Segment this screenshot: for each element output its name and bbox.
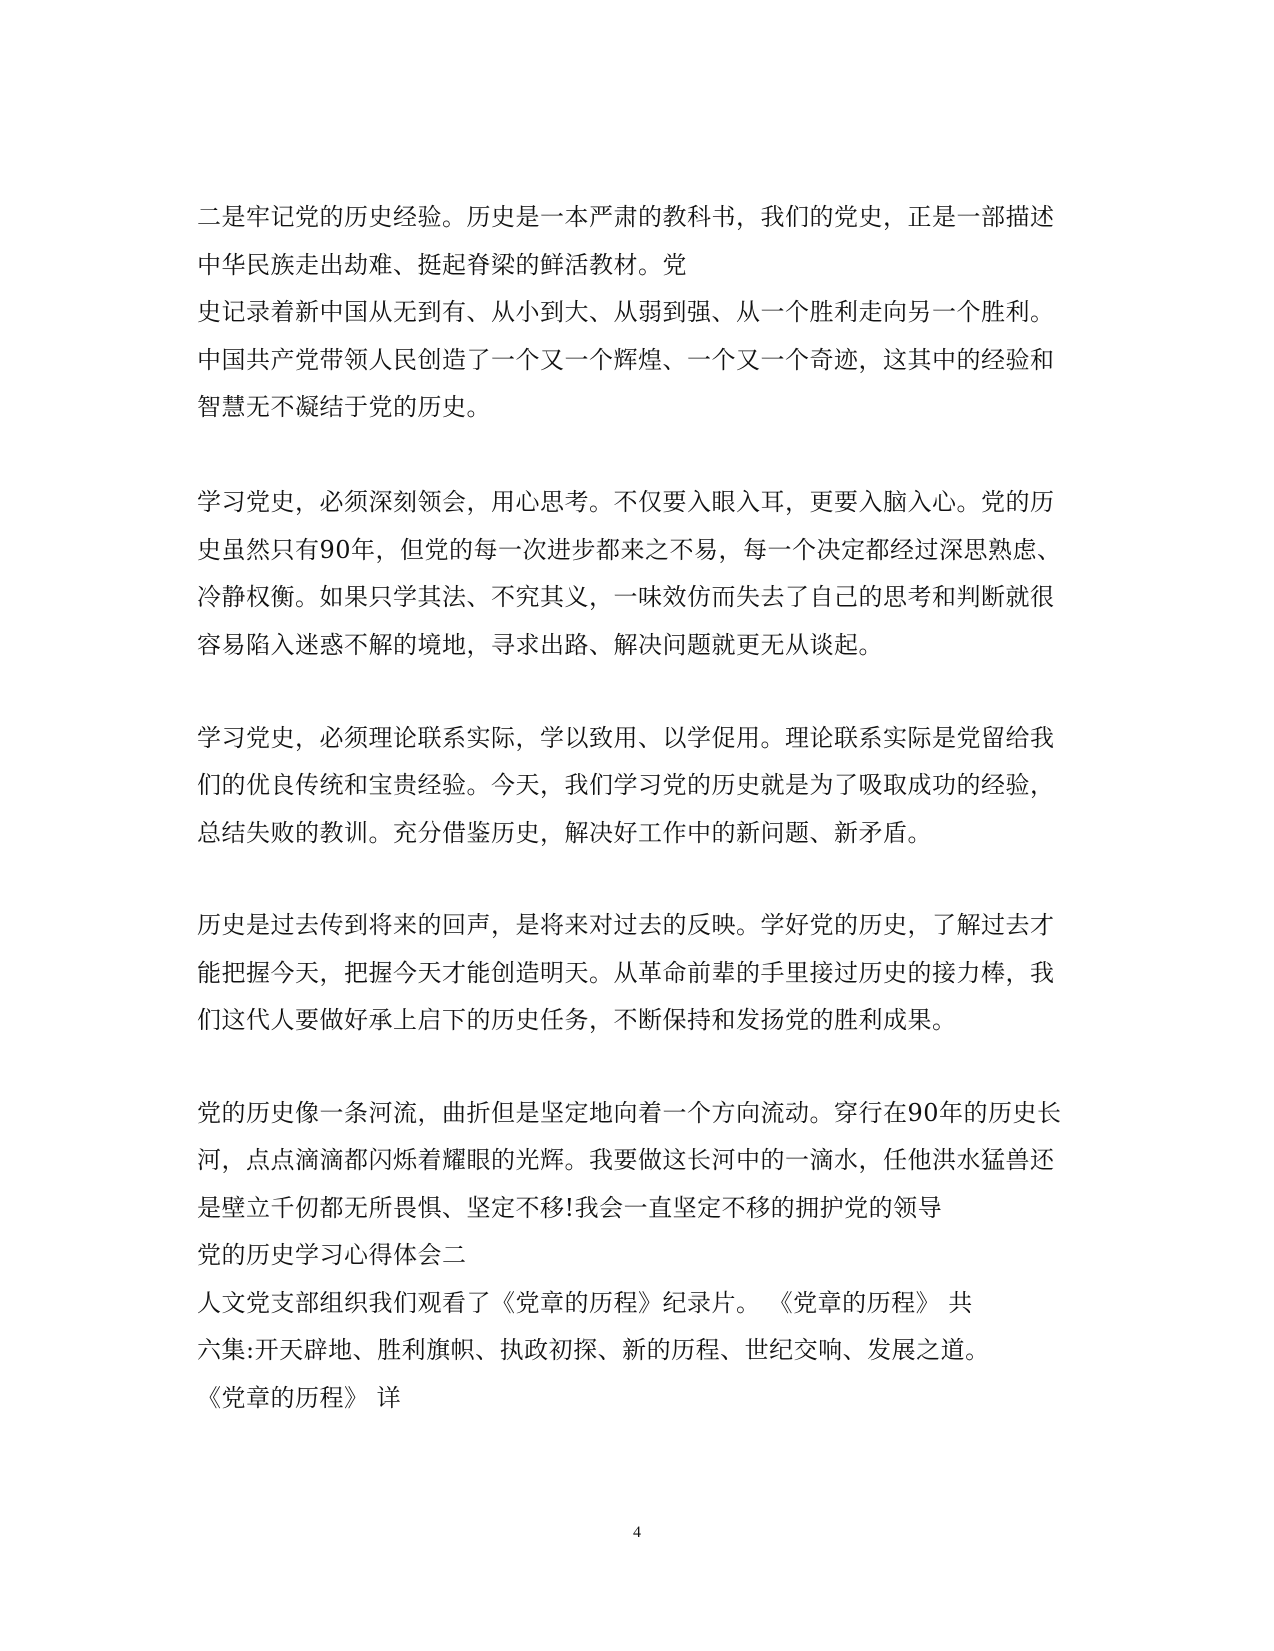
text-line: 党的历史像一条河流，曲折但是坚定地向着一个方向流动。穿行在90年的历史长 — [197, 1099, 1062, 1127]
text-line: 们的优良传统和宝贵经验。今天，我们学习党的历史就是为了吸取成功的经验， — [197, 771, 1055, 799]
text-line: 中华民族走出劫难、挺起脊梁的鲜活教材。党 — [197, 251, 687, 279]
text-line: 学习党史，必须深刻领会，用心思考。不仅要入眼入耳，更要入脑入心。党的历 — [197, 488, 1055, 516]
text-line: 人文党支部组织我们观看了《党章的历程》纪录片。 《党章的历程》 共 — [197, 1289, 973, 1317]
section-heading: 党的历史学习心得体会二 — [197, 1241, 467, 1269]
text-line: 六集:开天辟地、胜利旗帜、执政初探、新的历程、世纪交响、发展之道。 — [197, 1336, 990, 1364]
text-line: 史虽然只有90年，但党的每一次进步都来之不易，每一个决定都经过深思熟虑、 — [197, 536, 1062, 564]
page-number: 4 — [633, 1524, 641, 1541]
text-line: 们这代人要做好承上启下的历史任务，不断保持和发扬党的胜利成果。 — [197, 1006, 957, 1034]
text-line: 总结失败的教训。充分借鉴历史，解决好工作中的新问题、新矛盾。 — [197, 819, 932, 847]
text-line: 冷静权衡。如果只学其法、不究其义，一味效仿而失去了自己的思考和判断就很 — [197, 583, 1055, 611]
text-line: 历史是过去传到将来的回声，是将来对过去的反映。学好党的历史，了解过去才 — [197, 911, 1055, 939]
text-line: 是壁立千仞都无所畏惧、坚定不移!我会一直坚定不移的拥护党的领导 — [197, 1194, 943, 1222]
text-line: 中国共产党带领人民创造了一个又一个辉煌、一个又一个奇迹，这其中的经验和 — [197, 346, 1055, 374]
text-line: 《党章的历程》 详 — [197, 1384, 402, 1412]
text-line: 河，点点滴滴都闪烁着耀眼的光辉。我要做这长河中的一滴水，任他洪水猛兽还 — [197, 1146, 1055, 1174]
text-line: 学习党史，必须理论联系实际，学以致用、以学促用。理论联系实际是党留给我 — [197, 724, 1055, 752]
text-line: 容易陷入迷惑不解的境地，寻求出路、解决问题就更无从谈起。 — [197, 631, 883, 659]
text-line: 智慧无不凝结于党的历史。 — [197, 393, 491, 421]
text-line: 二是牢记党的历史经验。历史是一本严肃的教科书，我们的党史，正是一部描述 — [197, 203, 1055, 231]
text-line: 能把握今天，把握今天才能创造明天。从革命前辈的手里接过历史的接力棒，我 — [197, 959, 1055, 987]
text-line: 史记录着新中国从无到有、从小到大、从弱到强、从一个胜利走向另一个胜利。 — [197, 298, 1055, 326]
